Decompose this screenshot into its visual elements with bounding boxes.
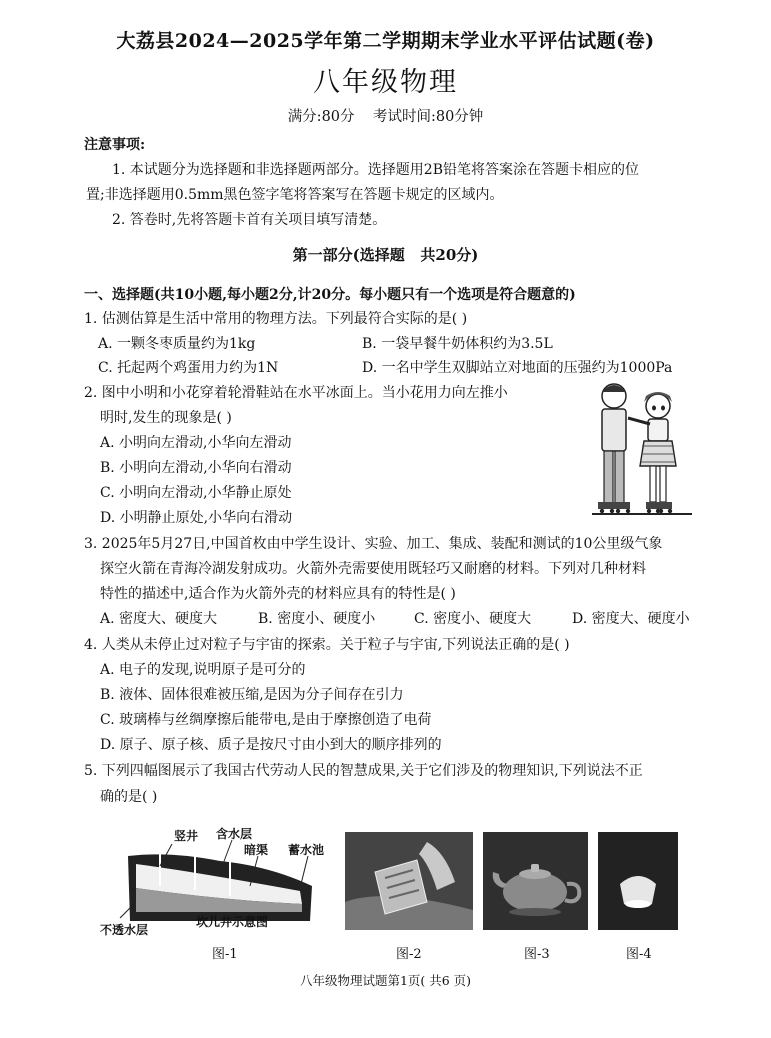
q2-option-b: B. 小明向左滑动,小华向右滑动 [100, 460, 292, 476]
section-instruction: 一、选择题(共10小题,每小题2分,计20分。每小题只有一个选项是符合题意的) [84, 287, 576, 303]
q4-option-b: B. 液体、固体很难被压缩,是因为分子间存在引力 [100, 687, 404, 703]
notice-line-1: 1. 本试题分为选择题和非选择题两部分。选择题用2B铅笔将答案涂在答题卡相应的位 [112, 162, 640, 178]
figure-4-photo [598, 832, 678, 930]
q3-stem-2: 探空火箭在青海冷湖发射成功。火箭外壳需要使用既轻巧又耐磨的材料。下列对几种材料 [100, 561, 646, 577]
q1-option-c: C. 托起两个鸡蛋用力约为1N [98, 360, 279, 376]
exam-subject: 八年级物理 [313, 67, 458, 98]
page-footer: 八年级物理试题第1页( 共6 页) [299, 973, 472, 988]
figure-2-caption: 图-2 [396, 947, 422, 962]
figure-1-label-aquifer: 含水层 [216, 827, 253, 841]
q5-stem-1: 5. 下列四幅图展示了我国古代劳动人民的智慧成果,关于它们涉及的物理知识,下列说法不正 [84, 763, 643, 779]
notice-heading: 注意事项: [84, 137, 146, 153]
q3-stem-1: 3. 2025年5月27日,中国首枚由中学生设计、实验、加工、集成、装配和测试的10公里级气象 [84, 536, 663, 552]
q3-option-c: C. 密度小、硬度大 [414, 611, 532, 627]
q2-stem-1: 2. 图中小明和小花穿着轮滑鞋站在水平冰面上。当小花用力向左推小 [84, 385, 508, 401]
q5-stem-2: 确的是( ) [100, 789, 158, 805]
q2-option-d: D. 小明静止原处,小华向右滑动 [100, 510, 293, 526]
q4-option-d: D. 原子、原子核、质子是按尺寸由小到大的顺序排列的 [100, 737, 442, 753]
q1-option-b: B. 一袋早餐牛奶体积约为3.5L [362, 336, 553, 352]
notice-line-3: 2. 答卷时,先将答题卡首有关项目填写清楚。 [112, 212, 387, 228]
figure-3-photo [483, 832, 588, 930]
q2-option-c: C. 小明向左滑动,小华静止原处 [100, 485, 292, 501]
section-title: 第一部分(选择题 共20分) [292, 246, 479, 264]
q3-option-b: B. 密度小、硬度小 [258, 611, 376, 627]
exam-title: 大荔县2024—2025学年第二学期期末学业水平评估试题(卷) [116, 30, 655, 52]
figure-1-label-impermeable: 不透水层 [100, 923, 149, 937]
q1-stem: 1. 估测估算是生活中常用的物理方法。下列最符合实际的是( ) [84, 311, 468, 327]
score-info: 满分:80分 考试时间:80分钟 [287, 109, 484, 125]
q3-option-d: D. 密度大、硬度小 [572, 611, 690, 627]
figure-4-caption: 图-4 [626, 947, 652, 962]
q2-option-a: A. 小明向左滑动,小华向左滑动 [100, 435, 292, 451]
q4-option-c: C. 玻璃棒与丝绸摩擦后能带电,是由于摩擦创造了电荷 [100, 712, 432, 728]
figure-1-label-shaft: 竖井 [174, 829, 199, 843]
q4-option-a: A. 电子的发现,说明原子是可分的 [100, 662, 306, 678]
figure-2-photo [345, 832, 473, 930]
q4-stem: 4. 人类从未停止过对粒子与宇宙的探索。关于粒子与宇宙,下列说法正确的是( ) [84, 637, 570, 653]
notice-line-2: 置;非选择题用0.5mm黑色签字笔将答案写在答题卡规定的区域内。 [86, 187, 504, 203]
q1-option-a: A. 一颗冬枣质量约为1kg [98, 336, 256, 352]
q1-option-d: D. 一名中学生双脚站立对地面的压强约为1000Pa [362, 360, 673, 376]
figure-3-caption: 图-3 [524, 947, 550, 962]
q3-stem-3: 特性的描述中,适合作为火箭外壳的材料应具有的特性是( ) [100, 586, 456, 602]
q2-stem-2: 明时,发生的现象是( ) [100, 410, 232, 426]
figure-1-label-title: 坎儿井示意图 [196, 915, 269, 929]
figure-1-karez-diagram [100, 826, 332, 938]
skaters-illustration [562, 376, 696, 522]
figure-1-label-pool: 蓄水池 [288, 843, 325, 857]
figure-1-label-channel: 暗渠 [244, 843, 269, 857]
q3-option-a: A. 密度大、硬度大 [100, 611, 218, 627]
figure-1-caption: 图-1 [212, 947, 238, 962]
